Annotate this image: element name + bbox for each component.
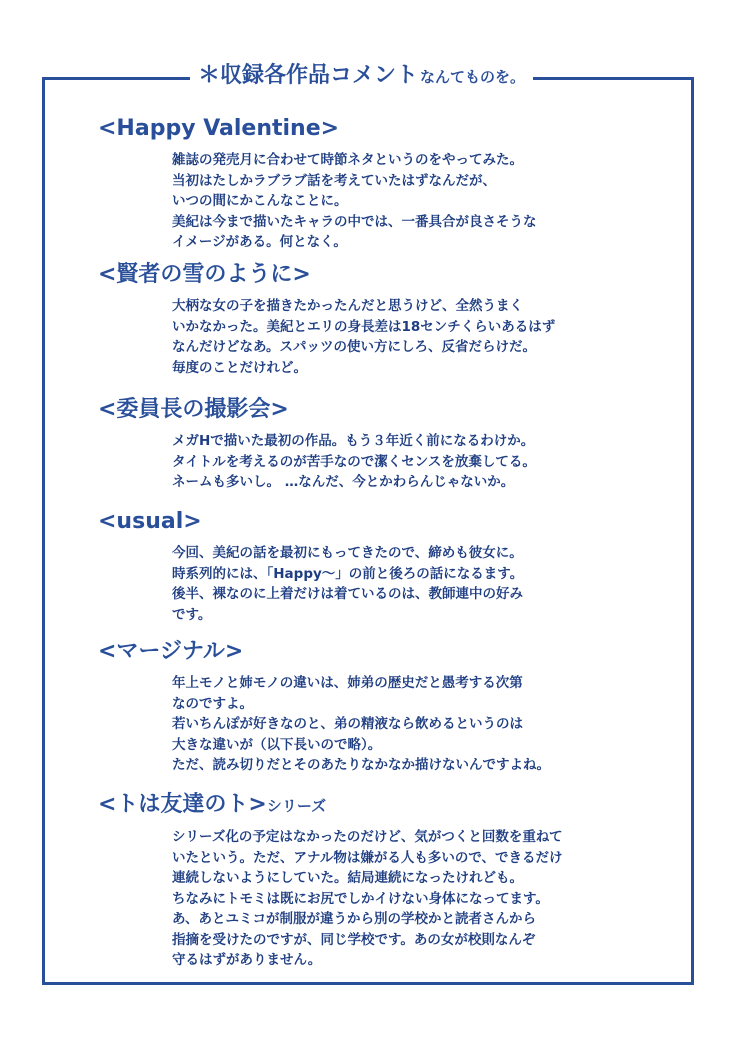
body-line: いつの間にかこんなことに。 — [172, 193, 348, 209]
page-title-main: ＊収録各作品コメント — [198, 63, 419, 88]
section-body — [172, 296, 678, 378]
body-line: ただ、読み切りだとそのあたりなかなか描けないんですよね。 — [172, 757, 550, 773]
body-line: シリーズ化の予定はなかったのだけど、気がつくと回数を重ねて — [172, 829, 563, 845]
section-heading — [98, 790, 678, 821]
section-iincho-no-satsueikai — [98, 395, 678, 493]
body-line: なんだけどなあ。スパッツの使い方にしろ、反省だらけだ。 — [172, 339, 536, 355]
body-line: イメージがある。何となく。 — [172, 234, 347, 250]
section-heading-text: <Happy Valentine> — [98, 116, 340, 141]
body-line: 今回、美紀の話を最初にもってきたので、締めも彼女に。 — [172, 545, 523, 561]
section-kenja-no-yuki — [98, 260, 678, 378]
body-line: 大柄な女の子を描きたかったんだと思うけど、全然うまく — [172, 298, 523, 314]
section-heading — [98, 114, 678, 144]
body-line: 美紀は今まで描いたキャラの中では、一番具合が良さそうな — [172, 213, 537, 230]
section-body — [172, 673, 678, 776]
body-line: 連続しないようにしていた。結局連続になったけれども。 — [172, 870, 523, 886]
body-line: ネームも多いし。 …なんだ、今とかわらんじゃないか。 — [172, 474, 515, 490]
section-heading-text: <委員長の撮影会> — [98, 397, 289, 422]
body-line: 守るはずがありません。 — [172, 952, 322, 968]
section-happy-valentine — [98, 114, 678, 253]
body-line: いかなかった。美紀とエリの身長差は18センチくらいあるはず — [172, 318, 556, 335]
section-body — [172, 150, 678, 253]
body-line: 当初はたしかラブラブ話を考えていたはずなんだが、 — [172, 172, 496, 189]
section-heading-text: <usual> — [98, 509, 202, 534]
body-line: 年上モノと姉モノの違いは、姉弟の歴史だと愚考する次第 — [172, 675, 523, 691]
section-heading-text: <賢者の雪のように> — [98, 262, 311, 287]
page-title — [190, 58, 533, 94]
body-line: タイトルを考えるのが苦手なので潔くセンスを放棄してる。 — [172, 453, 536, 470]
body-line: 後半、裸なのに上着だけは着ているのは、教師連中の好み — [172, 586, 523, 602]
body-line: いたという。ただ、アナル物は嫌がる人も多いので、できるだけ — [172, 849, 563, 866]
body-line: なのですよ。 — [172, 695, 253, 712]
section-heading — [98, 637, 678, 667]
body-line: です。 — [172, 606, 212, 623]
body-line: 若いちんぽが好きなのと、弟の精液なら飲めるというのは — [172, 716, 523, 732]
section-heading — [98, 395, 678, 425]
section-body — [172, 543, 678, 625]
body-line: 毎度のことだけれど。 — [172, 359, 307, 376]
page-title-suffix: なんてものを。 — [420, 68, 526, 86]
section-to-wa-tomodachi-no-to — [98, 790, 678, 971]
body-line: 大きな違いが（以下長いので略）。 — [172, 736, 382, 753]
section-heading — [98, 260, 678, 290]
body-line: あ、あとユミコが制服が違うから別の学校かと読者さんから — [172, 911, 536, 927]
section-heading-text: <トは友達のト> — [98, 792, 267, 817]
section-heading-suffix: シリーズ — [266, 797, 327, 815]
body-line: 時系列的には、「Happy～」の前と後ろの話になるます。 — [172, 565, 524, 582]
section-body — [172, 431, 678, 493]
section-body — [172, 827, 678, 971]
body-line: ちなみにトモミは既にお尻でしかイけない身体になってます。 — [172, 890, 549, 907]
section-heading — [98, 507, 678, 537]
section-usual — [98, 507, 678, 625]
body-line: メガHで描いた最初の作品。もう３年近く前になるわけか。 — [172, 433, 535, 449]
body-line: 指摘を受けたのですが、同じ学校です。あの女が校則なんぞ — [172, 931, 536, 948]
section-marginal — [98, 637, 678, 776]
section-heading-text: <マージナル> — [98, 639, 244, 664]
body-line: 雑誌の発売月に合わせて時節ネタというのをやってみた。 — [172, 152, 523, 168]
